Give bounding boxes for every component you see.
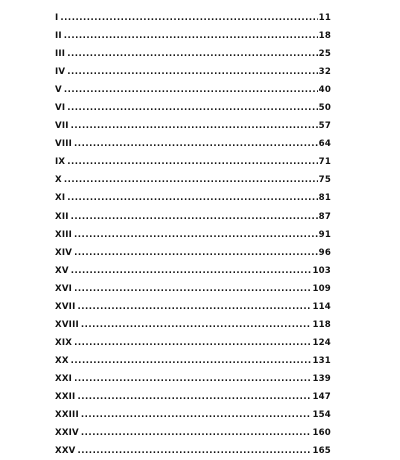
chapter-number: X [55,175,62,186]
dot-leader [74,334,311,352]
chapter-number: III [55,49,66,60]
page-number: 124 [312,337,331,348]
dot-leader [81,316,312,334]
chapter-number: XXI [55,373,73,384]
dot-leader [64,81,318,99]
toc-entry[interactable] [55,171,331,189]
dot-leader [71,262,312,280]
table-of-contents [55,9,331,460]
page-number: 75 [318,175,331,186]
page-number: 118 [312,319,331,330]
page-number: 109 [312,283,331,294]
chapter-number: XVII [55,301,76,312]
toc-entry[interactable] [55,262,331,280]
chapter-number: XV [55,265,69,276]
page-number: 32 [318,67,331,78]
chapter-number: XVIII [55,319,79,330]
dot-leader [74,135,318,153]
dot-leader [67,153,317,171]
dot-leader [67,45,317,63]
chapter-number: II [55,31,62,42]
dot-leader [74,280,311,298]
toc-entry[interactable] [55,226,331,244]
page-number: 103 [312,265,331,276]
toc-entry[interactable] [55,189,331,207]
toc-entry[interactable] [55,298,331,316]
toc-entry[interactable] [55,63,331,81]
dot-leader [64,27,318,45]
toc-entry[interactable] [55,244,331,262]
toc-entry[interactable] [55,388,331,406]
dot-leader [74,226,318,244]
dot-leader [77,388,311,406]
chapter-number: V [55,85,62,96]
chapter-number: XVI [55,283,73,294]
toc-entry[interactable] [55,280,331,298]
toc-entry[interactable] [55,135,331,153]
chapter-number: IV [55,67,66,78]
page-number: 154 [312,410,331,421]
chapter-number: IX [55,157,66,168]
chapter-number: XIII [55,229,73,240]
toc-entry[interactable] [55,99,331,117]
page-number: 160 [312,428,331,439]
toc-entry[interactable] [55,153,331,171]
chapter-number: VII [55,121,69,132]
page-number: 96 [318,247,331,258]
page-number: 11 [318,13,331,23]
page-number: 50 [318,103,331,114]
dot-leader [67,99,317,117]
chapter-number: XXV [55,446,76,457]
dot-leader [71,117,318,135]
dot-leader [81,406,312,424]
page-number: 147 [312,391,331,402]
chapter-number: XXII [55,391,76,402]
chapter-number: XXIII [55,410,79,421]
page-number: 25 [318,49,331,60]
toc-entry[interactable] [55,81,331,99]
chapter-number: XX [55,355,69,366]
page-number: 40 [318,85,331,96]
page-number: 71 [318,157,331,168]
toc-entry[interactable] [55,45,331,63]
dot-leader [74,244,318,262]
dot-leader [78,442,312,460]
chapter-number: VIII [55,139,73,150]
chapter-number: I [55,13,59,23]
dot-leader [67,63,317,81]
page-number: 165 [312,446,331,457]
page-number: 91 [318,229,331,240]
toc-entry[interactable] [55,352,331,370]
toc-entry[interactable] [55,406,331,424]
chapter-number: XXIV [55,428,79,439]
page-number: 139 [312,373,331,384]
chapter-number: XIX [55,337,73,348]
chapter-number: VI [55,103,66,114]
page-number: 131 [312,355,331,366]
chapter-number: XII [55,211,69,222]
page-number: 87 [318,211,331,222]
dot-leader [74,370,311,388]
dot-leader [81,424,312,442]
page-number: 57 [318,121,331,132]
toc-entry[interactable] [55,334,331,352]
dot-leader [67,189,317,207]
chapter-number: XI [55,193,66,204]
toc-entry[interactable] [55,27,331,45]
dot-leader [60,9,317,27]
toc-entry[interactable] [55,208,331,226]
toc-entry[interactable] [55,316,331,334]
page-number: 81 [318,193,331,204]
dot-leader [64,171,318,189]
page-number: 114 [312,301,331,312]
toc-entry[interactable] [55,117,331,135]
chapter-number: XIV [55,247,73,258]
dot-leader [71,208,318,226]
toc-entry[interactable] [55,9,331,27]
toc-entry[interactable] [55,370,331,388]
dot-leader [71,352,312,370]
page-number: 64 [318,139,331,150]
page-number: 18 [318,31,331,42]
toc-entry[interactable] [55,424,331,442]
dot-leader [77,298,311,316]
toc-entry[interactable] [55,442,331,460]
